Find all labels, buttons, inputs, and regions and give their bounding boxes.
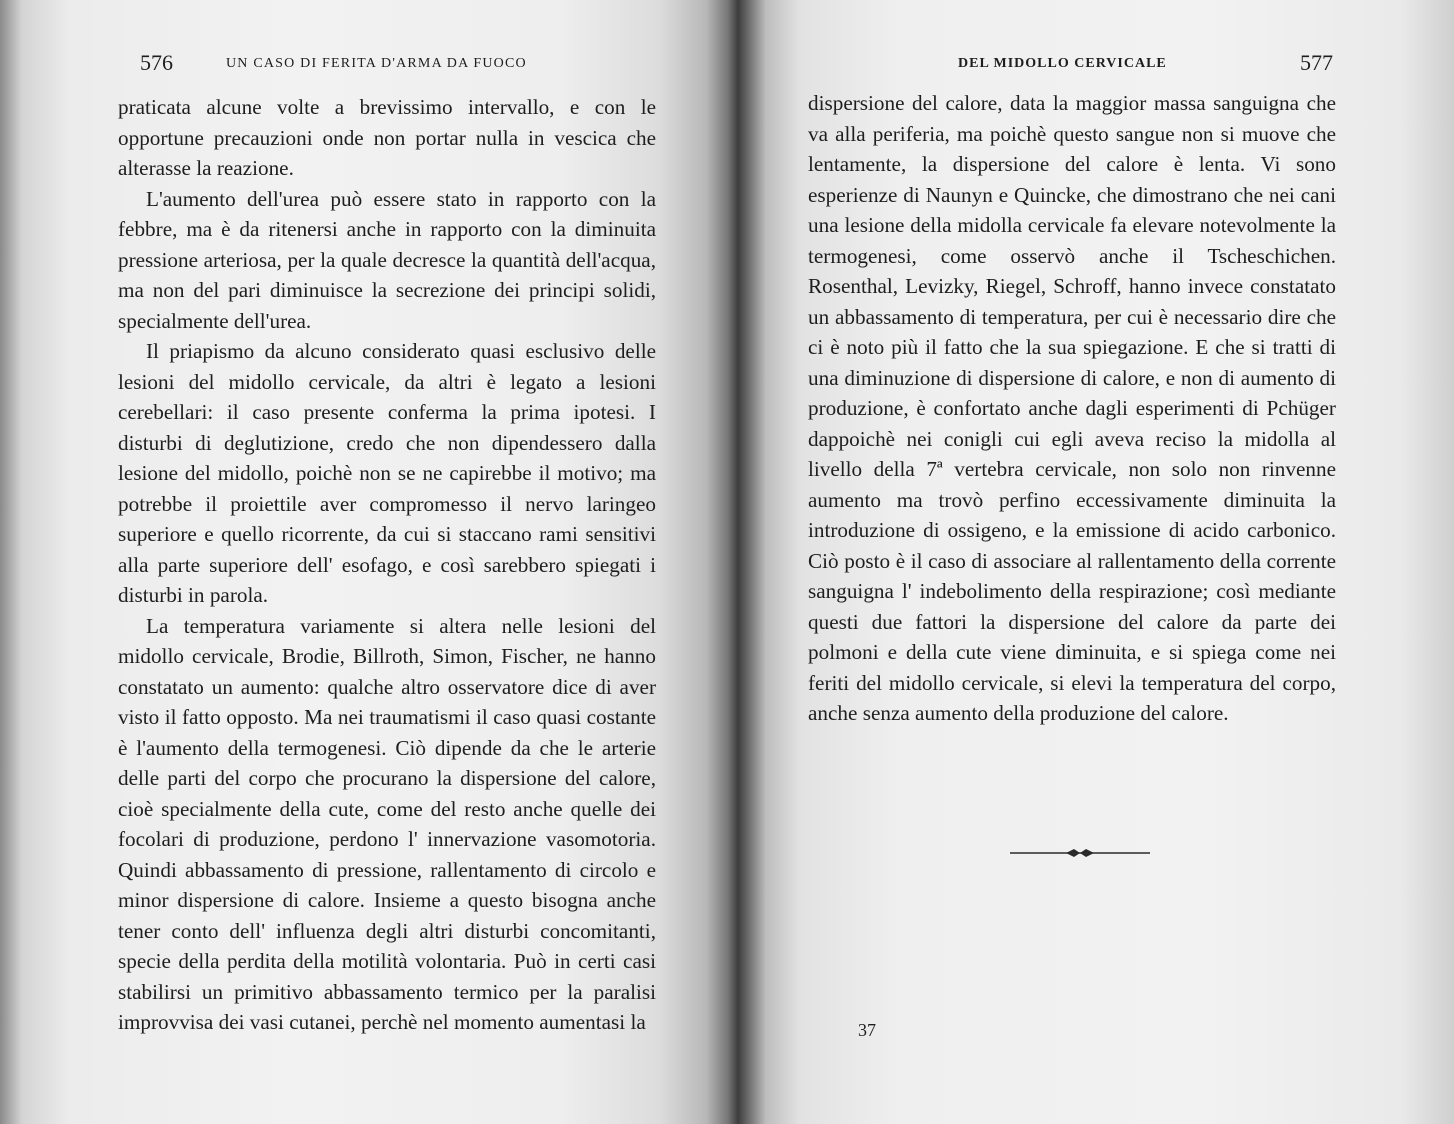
paragraph: L'aumento dell'urea può essere stato in rapporto con la febbre, ma è da ritenersi anche in rapporto con la diminuita pressione arteriosa, per la quale decresce la quantità dell'acqua, ma non del pari diminuisce la secrezione dei principi solidi, specialmente dell'urea. — [118, 186, 656, 333]
running-head: UN CASO DI FERITA D'ARMA DA FUOCO — [226, 56, 527, 71]
paragraph: praticata alcune volte a brevissimo intervallo, e con le opportune precauzioni onde non portar nulla in vescica che alterasse la reazione. — [118, 95, 656, 180]
page-body — [808, 88, 1336, 729]
paragraph: dispersione del calore, data la maggior massa sanguigna che va alla periferia, ma poichè questo sangue non si muove che lentamente, la dispersione del calore è lenta. Vi sono esperienze di Naunyn e Quincke, che dimostrano che nei cani una lesione della midolla cervicale fa elevare notevolmente la termogenesi, come osservò anche il Tscheschichen. Rosenthal, Levizky, Riegel, Schroff, hanno invece constatato un abbassamento di temperatura, per cui è necessario dire che ci è noto più il fatto che la sua spiegazione. E che si tratti di una diminuzione di dispersione di calore, e non di aumento di produzione, è confortato anche dagli esperimenti di Pchüger dappoichè nei conigli cui egli aveva reciso la midolla al livello della 7ª vertebra cervicale, non solo non rinvenne aumento ma trovò perfino eccessivamente diminuita la introduzione di ossigeno, e la emissione di acido carbonico. Ciò posto è il caso di associare al rallentamento della corrente sanguigna l' indebolimento della respirazione; così mediante questi due fattori la dispersione del calore da parte dei polmoni e della cute viene diminuita, e si spiega come nei feriti del midollo cervicale, si elevi la temperatura del corpo, anche senza aumento della produzione del calore. — [808, 91, 1336, 725]
page-number: 576 — [140, 50, 173, 75]
paragraph: La temperatura variamente si altera nelle lesioni del midollo cervicale, Brodie, Billroth, Simon, Fischer, ne hanno constatato un aumento: qualche altro osservatore dice di aver visto il fatto opposto. Ma nei traumatismi il caso quasi costante è l'aumento della termogenesi. Ciò dipende da che le arterie delle parti del corpo che procurano la dispersione del calore, cioè specialmente della cute, come del resto anche quelle dei focolari di produzione, perdono l' innervazione vasomotoria. Quindi abbassamento di pressione, rallentamento di circolo e minor dispersione di calore. Insieme a questo bisogna anche tener conto dell' influenza degli altri disturbi concomitanti, specie della perdita della motilità volontaria. Può in certi casi stabilirsi un primitivo abbassamento termico per la paralisi improvvisa dei vasi cutanei, perchè nel momento aumentasi la — [118, 613, 656, 1034]
page-body — [118, 92, 656, 1038]
running-head: DEL MIDOLLO CERVICALE — [958, 56, 1167, 71]
signature-mark: 37 — [858, 1020, 876, 1040]
end-ornament — [1010, 846, 1150, 860]
page-number: 577 — [1300, 50, 1333, 75]
right-page — [740, 0, 1454, 1124]
paragraph: Il priapismo da alcuno considerato quasi esclusivo delle lesioni del midollo cervicale, da altri è legato a lesioni cerebellari: il caso presente conferma la prima ipotesi. I disturbi di deglutizione, credo che non dipendessero dalla lesione del midollo, poichè non se ne capirebbe il motivo; ma potrebbe il proiettile aver compromesso il nervo laringeo superiore e quello ricorrente, da cui si staccano rami sensitivi alla parte superiore dell' esofago, e così sarebbero spiegati i disturbi in parola. — [118, 339, 656, 607]
